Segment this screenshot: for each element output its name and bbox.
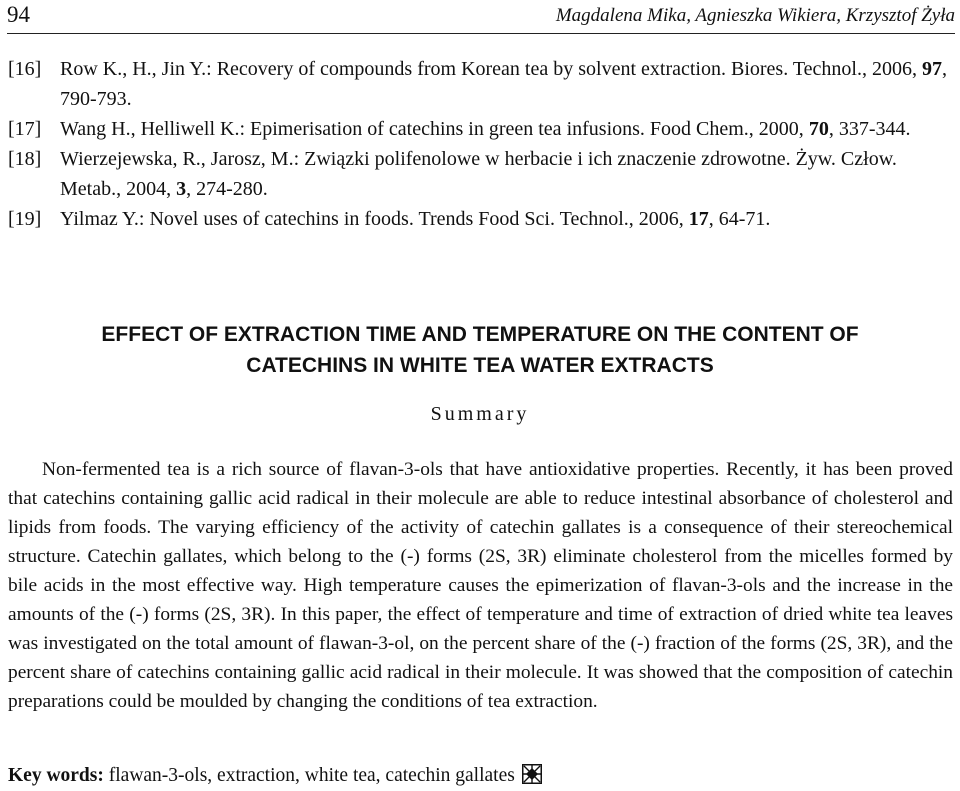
- running-head-authors: Magdalena Mika, Agnieszka Wikiera, Krzysztof Żyła: [555, 5, 955, 26]
- reference-text: Yilmaz Y.: Novel uses of catechins in foods. Trends Food Sci. Technol., 2006, 17, 64-71.: [60, 208, 771, 230]
- article-title: EFFECT OF EXTRACTION TIME AND TEMPERATURE ON THE CONTENT OF CATECHINS IN WHITE TEA WATER EXTRACTS: [101, 323, 859, 377]
- keywords-label: Key words:: [8, 765, 104, 786]
- end-mark-icon: [522, 764, 542, 784]
- reference-number: [16]: [8, 58, 42, 80]
- reference-text: Wang H., Helliwell K.: Epimerisation of catechins in green tea infusions. Food Chem., 2000, 70, 337-344.: [60, 118, 911, 140]
- keywords-text: flawan-3-ols, extraction, white tea, catechin gallates: [103, 765, 515, 786]
- reference-item: [8, 204, 953, 234]
- reference-item: [8, 54, 953, 114]
- reference-item: [8, 144, 953, 204]
- page-header: [7, 0, 955, 34]
- reference-number: [19]: [8, 208, 42, 230]
- reference-text: Row K., H., Jin Y.: Recovery of compounds from Korean tea by solvent extraction. Biores. Technol., 2006, 97, 790-793.: [60, 58, 947, 110]
- reference-list: [8, 54, 953, 234]
- keywords-line: [8, 764, 542, 787]
- reference-number: [17]: [8, 118, 42, 140]
- reference-item: [8, 114, 953, 144]
- page-number: 94: [7, 2, 30, 27]
- summary-heading: Summary: [430, 403, 530, 425]
- reference-number: [18]: [8, 148, 42, 170]
- summary-text: Non-fermented tea is a rich source of flavan-3-ols that have antioxidative properties. Recently, it has been proved that catechins containing gallic acid radical in their molecule are able to reduce intestinal absorbance of cholesterol and lipids from foods. The varying efficiency of the activity of catechin gallates is a consequence of their stereochemical structure. Catechin gallates, which belong to the (-) forms (2S, 3R) eliminate cholesterol from the micelles formed by bile acids in the most effective way. High temperature causes the epimerization of flavan-3-ols and the increase in the amounts of the (-) forms (2S, 3R). In this paper, the effect of temperature and time of extraction of dried white tea leaves was investigated on the total amount of flawan-3-ol, on the percent share of the (-) fraction of the forms (2S, 3R), and the percent share of catechins containing gallic acid radical in their molecule. It was showed that the composition of catechin preparations could be moulded by changing the conditions of tea extraction.: [8, 459, 953, 712]
- reference-text: Wierzejewska, R., Jarosz, M.: Związki polifenolowe w herbacie i ich znaczenie zdrowotne. Żyw. Człow. Metab., 2004, 3, 274-280.: [60, 148, 897, 200]
